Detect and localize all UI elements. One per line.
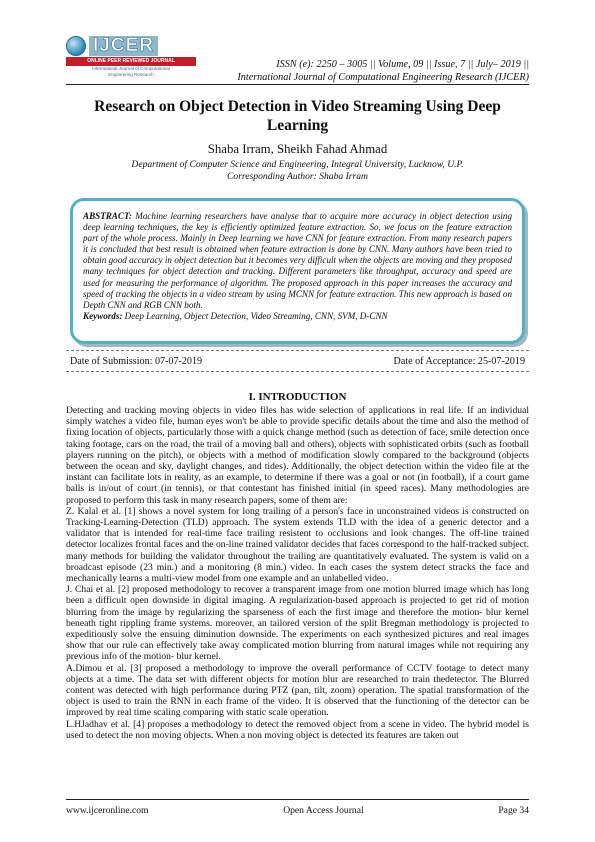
globe-icon xyxy=(66,36,86,56)
dashed-rule-top xyxy=(66,350,529,351)
logo-wordmark: IJCER xyxy=(89,36,158,56)
abstract-label: ABSTRACT: xyxy=(83,211,132,221)
dates-row xyxy=(70,356,525,367)
journal-logo xyxy=(66,36,196,82)
dashed-rule-bottom xyxy=(66,371,529,372)
footer-rule xyxy=(66,799,529,800)
body-text xyxy=(66,405,529,741)
abstract-box xyxy=(70,198,525,344)
keywords-text: Deep Learning, Object Detection, Video Streaming, CNN, SVM, D-CNN xyxy=(122,310,388,321)
issn-line: ISSN (e): 2250 – 3005 || Volume, 09 || Issue, 7 || July– 2019 || xyxy=(276,59,529,70)
paragraph-chai: J. Chai et al. [2] proposed methodology to recover a transparent image from one motion blurred image which has long been a difficult open downside in digital imaging. A regularization-based approach is projected to get rid of motion blurring from the image by regularizing the sparseness of each the first image and therefore the motion- blur kernel beneath tight rippling frame systems. moreover, an tailored version of the split Bregman methodology is projected to expeditiously solve the ensuing diminution downside. The experiments on each synthesized pictures and real images show that our rule can effectively take away complicated motion blurring from natural images while not requiring any previous info of the motion- blur kernel. xyxy=(66,584,529,663)
acceptance-date: Date of Acceptance: 25-07-2019 xyxy=(393,356,525,367)
paragraph-jadhav: L.HJadhav et al. [4] proposes a methodology to detect the removed object from a scene in video. The hybrid model is used to detect the non moving objects. When a non moving object is detected its features are taken out xyxy=(66,718,529,741)
keywords-label: Keywords: xyxy=(83,310,123,321)
paper-title: Research on Object Detection in Video Streaming Using Deep Learning xyxy=(94,98,501,134)
abstract-text: Machine learning researchers have analyse that to acquire more accuracy in object detection using deep learning techniques, the key is efficiently optimized feature extraction. So, we focus on the feature extraction part of the whole process. Mainly in Deep learning we have CNN for feature extraction. From many research papers it is concluded that best result is obtained when feature extraction is done by CNN. Many authors have been tried to obtain good accuracy in object detection but it becomes very difficult when the objects are moving and they proposed many techniques for object detection and tracking. Different parameters like throughput, accuracy and speed are used for measuring the performance of algorithm. The proposed approach in this paper increases the accuracy and speed of tracking the objects in a video stream by using MCNN for feature extraction. This new approach is based on Depth CNN and RGB CNN both. xyxy=(83,211,512,310)
submission-date: Date of Submission: 07-07-2019 xyxy=(70,356,203,367)
journal-name: International Journal of Computational Engineering Research (IJCER) xyxy=(237,72,529,83)
affiliation-block xyxy=(66,159,529,183)
logo-band: ONLINE PEER REVIEWED JOURNAL xyxy=(66,57,196,66)
corresponding-author: Corresponding Author: Shaba Irram xyxy=(227,171,368,182)
abstract-paragraph xyxy=(83,211,512,311)
footer xyxy=(66,805,529,816)
logo-subtitle-1: International Journal of Computational xyxy=(92,66,170,71)
header-rule xyxy=(66,84,529,85)
logo-subtitle-2: Engineering Research xyxy=(108,72,154,77)
footer-website[interactable]: www.ijceronline.com xyxy=(66,805,149,816)
authors: Shaba Irram, Sheikh Fahad Ahmad xyxy=(207,142,388,156)
paragraph-kalal: Z. Kalal et al. [1] shows a novel system for long trailing of a person's face in unconstrained videos is constructed on Tracking-Learning-Detection (TLD) approach. The system extends TLD with the idea of a generic detector and a validator that is intended for real-time face trailing resistent to occlusions and look changes. The off-line trained detector localizes frontal faces and the on-line trained validator decides that faces correspond to the half-tracked subject. many methods for building the validator throughout the trailing are quantitatively evaluated. The system is valid on a broadcast episode (23 min.) and a monitoring (8 min.) video. In each cases the system detect stracks the face and mechanically learns a multi-view model from one example and an unlabelled video. xyxy=(66,505,529,585)
paragraph-dimou: A.Dimou et al. [3] proposed a methodology to improve the overall performance of CCTV footage to detect many objects at a time. The data set with different objects for motion blur are researched to train thedetector. The Blurred content was detected with high performance during PTZ (pan, tilt, zoom) operation. The spatial transformation of the object is used to train the RNN in each frame of the video. It is observed that the functioning of the detector can be improved by real time scaling comparing with static scale operation. xyxy=(66,662,529,719)
affiliation: Department of Computer Science and Engineering, Integral University, Lucknow, U.P. xyxy=(131,159,464,170)
journal-info xyxy=(189,58,529,84)
keywords-line xyxy=(83,311,512,322)
paragraph-intro: Detecting and tracking moving objects in video files has wide selection of applications in real life. If an individual simply watches a video file, human eyes won't be able to provide specific details about the time and also the method of fixing location of objects, particularly those with a quick change method (such as detection of face, smile detection once taking footage, cars on the road, the trail of a moving ball and others), objects with sophisticated orbits (such as football players running on the pitch), or objects with a method of modification slowly compared to the background (objects between the ocean and sky, daylight changes, and tides). Additionally, the object detection within the video file at the instant can facilitate lots in reality, as an example, to determine if there was a goal or not (in football), if a court game balls is in/out of court (in tennis), or that contestant has finished initial (in speed races). Many methodologies are proposed to perform this task in many research papers, some of them are: xyxy=(66,405,529,506)
footer-access: Open Access Journal xyxy=(283,805,364,816)
section-heading: I. INTRODUCTION xyxy=(248,391,347,403)
footer-page-number: Page 34 xyxy=(498,805,529,816)
